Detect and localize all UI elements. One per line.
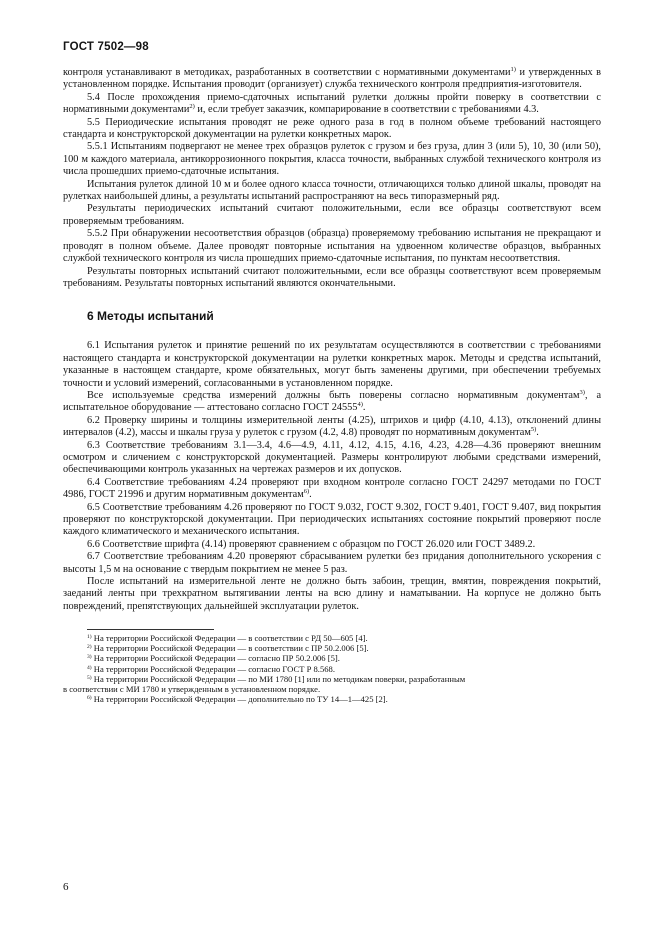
paragraph: После испытаний на измерительной ленте не должно быть забоин, трещин, вмятин, повреждения покрытий, заеданий ленты при трехкратном вытягивании ленты на всю длину и наматывании. На корпусе не должно быть повреждений, препятствующих дальнейшей эксплуатации рулеток. bbox=[63, 576, 601, 612]
paragraph: Испытания рулеток длиной 10 м и более одного класса точности, отличающихся только длиной шкалы, проводят на рулетках наибольшей длины, а результаты испытаний распространяют на весь типоразмерный ряд. bbox=[63, 178, 601, 203]
footnote: $^{3)}$ На территории Российской Федерации — согласно ПР 50.2.006 [5]. bbox=[87, 653, 340, 664]
footnote-continuation: в соответствии с МИ 1780 и утвержденным в установленном порядке. bbox=[63, 683, 321, 694]
paragraph: 6.1 Испытания рулеток и принятие решений по их результатам осуществляются в соответствии с требованиями настоящего стандарта и конструкторской документации на рулетки конкретных марок. Методы и средства испытаний, указанные в настоящем стандарте, кроме обязательных, могут быть заменены другими, при обеспечении требуемых точности и условий измерений, согласованными в установленном порядке. bbox=[63, 340, 601, 389]
footnote: $^{2)}$ На территории Российской Федерации — в соответствии с ПР 50.2.006 [5]. bbox=[87, 643, 369, 654]
paragraph: 5.5 Периодические испытания проводят не реже одного раза в год в полном объеме требований настоящего стандарта и конструкторской документации на рулетки конкретных марок. bbox=[63, 116, 601, 141]
footnote: $^{5)}$ На территории Российской Федерации — по МИ 1780 [1] или по методикам поверки, разработанным bbox=[87, 673, 466, 684]
paragraph: 5.5.1 Испытаниям подвергают не менее трех образцов рулеток с грузом и без груза, длин 3 (или 5), 10, 30 (или 50), 100 м каждого материала, антикоррозионного покрытия, класса точности, выбранных службой технического контроля из числа прошедших приемо-сдаточные испытания. bbox=[63, 141, 601, 178]
footnote-divider bbox=[87, 629, 214, 630]
footnote: $^{4)}$ На территории Российской Федерации — согласно ГОСТ Р 8.568. bbox=[87, 663, 335, 674]
paragraph: 5.4 После прохождения приемо-сдаточных испытаний рулетки должны пройти поверку в соответствии с нормативными документами$^{2)}$ и, если требует заказчик, компарирование в соответствии с требованиями 4.3. bbox=[63, 91, 601, 116]
paragraph: 6.4 Соответствие требованиям 4.24 проверяют при входном контроле согласно ГОСТ 24297 методами по ГОСТ 4986, ГОСТ 21996 и другим нормативным документам$^{6)}$. bbox=[63, 476, 601, 501]
paragraph: 5.5.2 При обнаружении несоответствия образцов (образца) проверяемому требованию испытания не прекращают и проводят в полном объеме. Далее проводят повторные испытания на удвоенном количестве образцов, выбранных службой технического контроля из числа прошедших приемо-сдаточные испытания, по пунктам несоответствия. bbox=[63, 228, 601, 265]
footnote: $^{1)}$ На территории Российской Федерации — в соответствии с РД 50—605 [4]. bbox=[87, 633, 368, 644]
paragraph: Результаты периодических испытаний считают положительными, если все образцы соответствуют всем проверяемым требованиям. bbox=[63, 203, 601, 227]
paragraph: контроля устанавливают в методиках, разработанных в соответствии с нормативными документами$^{1)}$ и утвержденных в установленном порядке. Испытания проводит (организует) служба технического контроля предприятия-изготовителя. bbox=[63, 66, 602, 91]
paragraph: 6.3 Соответствие требованиям 3.1—3.4, 4.6—4.9, 4.11, 4.12, 4.15, 4.16, 4.23, 4.28—4.36 проверяют внешним осмотром и сличением с конструкторской документацией. Размеры контролируют любыми средствами измерений, обеспечивающими контроль указанных на чертежах размеров и их допусков. bbox=[63, 439, 601, 476]
paragraph: Все используемые средства измерений должны быть поверены согласно нормативным документам$^{3)}$, а испытательное оборудование — аттестовано согласно ГОСТ 24555$^{4)}$. bbox=[63, 388, 602, 414]
document-body bbox=[63, 67, 601, 704]
section-title: 6 Методы испытаний bbox=[87, 309, 214, 324]
page-number: 6 bbox=[63, 881, 69, 893]
paragraph: 6.5 Соответствие требованиям 4.26 проверяют по ГОСТ 9.032, ГОСТ 9.302, ГОСТ 9.401, ГОСТ 9.407, вид покрытия проверяют по конструкторской документации. При периодических испытаниях состояние покрытий проверяют после каждого климатического и механического испытания. bbox=[63, 501, 601, 538]
footnotes bbox=[63, 633, 601, 704]
paragraph: 6.2 Проверку ширины и толщины измерительной ленты (4.25), штрихов и цифр (4.10, 4.13), отклонений длины интервалов (4.2), массы и шкалы груза у рулеток с грузом (4.2, 4.8) проводят по нормативным документам$^{5)}$. bbox=[63, 414, 601, 439]
paragraph: Результаты повторных испытаний считают положительными, если все образцы соответствуют всем проверяемым требованиям. Результаты повторных испытаний являются окончательными. bbox=[63, 265, 601, 289]
paragraph: 6.7 Соответствие требованиям 4.20 проверяют сбрасыванием рулетки без придания дополнительного ускорения с высоты 1,5 м на основание с твердым покрытием не менее 5 раз. bbox=[63, 551, 601, 575]
footnote: $^{6)}$ На территории Российской Федерации — дополнительно по ТУ 14—1—425 [2]. bbox=[87, 693, 388, 704]
paragraph: 6.6 Соответствие шрифта (4.14) проверяют сравнением с образцом по ГОСТ 26.020 или ГОСТ 3489.2. bbox=[87, 538, 536, 550]
document-header: ГОСТ 7502—98 bbox=[63, 41, 149, 53]
